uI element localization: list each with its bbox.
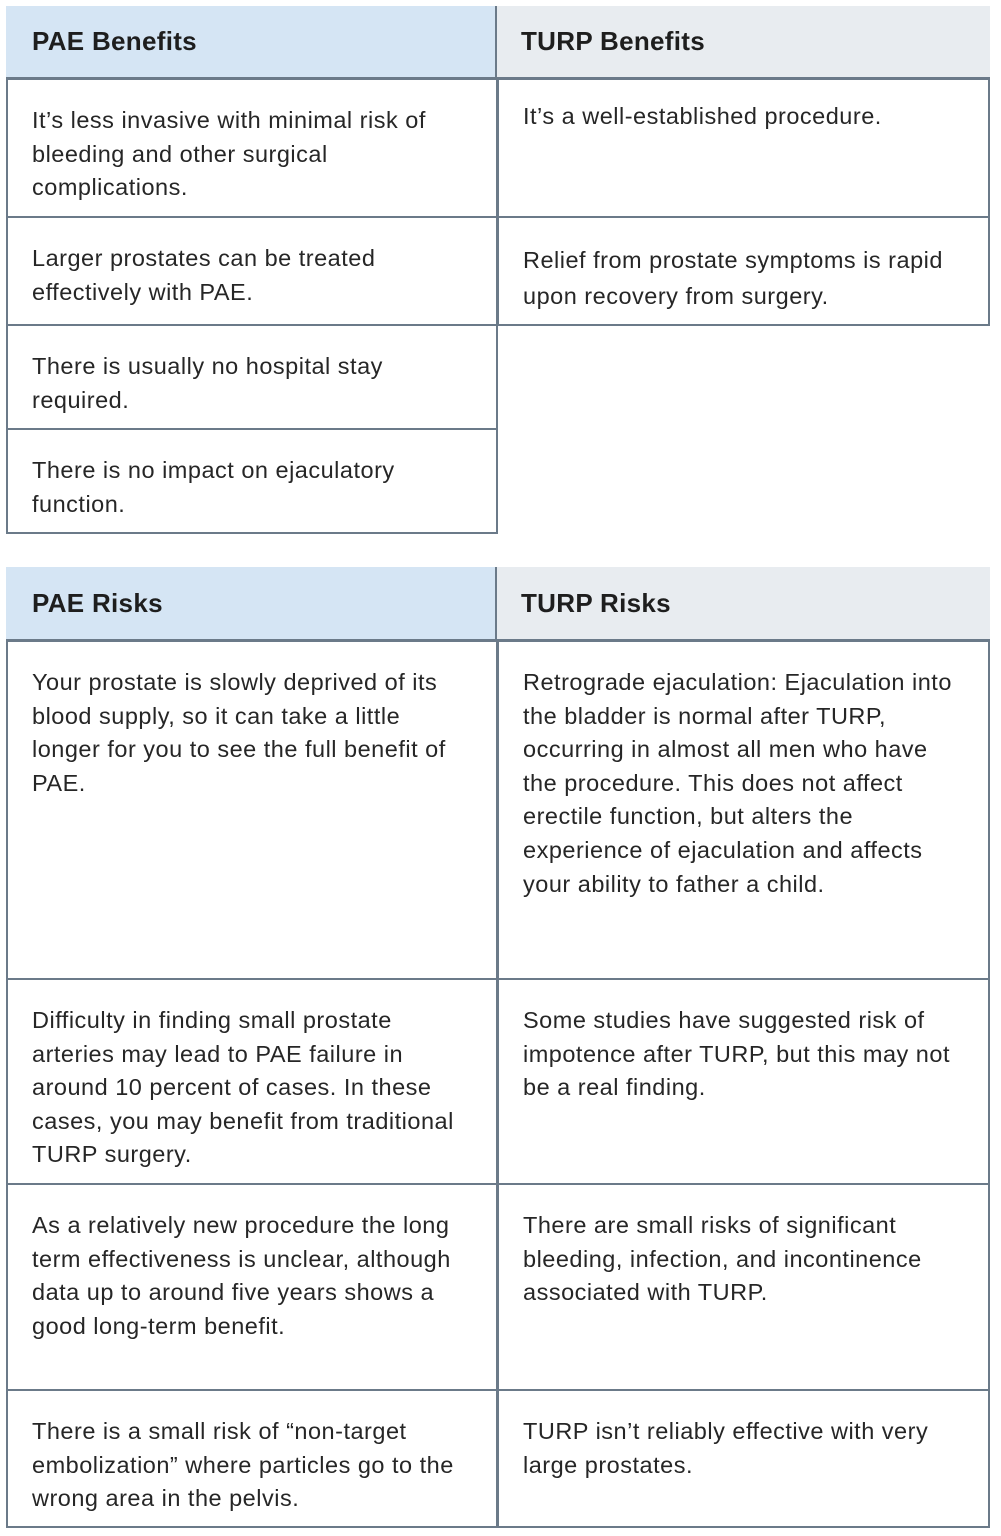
table-row: Retrograde ejaculation: Ejaculation into the bladder is normal after TURP, occurring in almost all men who have the procedure. This does not affect erectile function, but alters the experience of ejaculation and affects your ability to father a child. <box>497 642 990 980</box>
table-row: Difficulty in finding small prostate arteries may lead to PAE failure in around 10 percent of cases. In these cases, you may benefit from traditional TURP surgery. <box>6 980 498 1185</box>
table-row: It’s a well-established procedure. <box>497 80 990 218</box>
table-row: Larger prostates can be treated effectively with PAE. <box>6 218 498 326</box>
table-row: TURP isn’t reliably effective with very large prostates. <box>497 1391 990 1528</box>
table-row: Some studies have suggested risk of impotence after TURP, but this may not be a real finding. <box>497 980 990 1185</box>
risks-table <box>6 567 990 1529</box>
pae-benefits-header: PAE Benefits <box>6 6 497 80</box>
table-row: There is a small risk of “non-target embolization” where particles go to the wrong area in the pelvis. <box>6 1391 498 1528</box>
benefits-table <box>6 6 990 533</box>
risks-table-header <box>6 567 990 642</box>
table-row: There is no impact on ejaculatory function. <box>6 430 498 534</box>
pae-risks-header: PAE Risks <box>6 567 497 642</box>
table-row: Your prostate is slowly deprived of its blood supply, so it can take a little longer for you to see the full benefit of PAE. <box>6 642 498 980</box>
table-row: There are small risks of significant bleeding, infection, and incontinence associated with TURP. <box>497 1185 990 1391</box>
table-row: There is usually no hospital stay required. <box>6 326 498 430</box>
benefits-table-header <box>6 6 990 80</box>
table-row: It’s less invasive with minimal risk of bleeding and other surgical complications. <box>6 80 498 218</box>
table-row: Relief from prostate symptoms is rapid upon recovery from surgery. <box>497 218 990 326</box>
turp-risks-header: TURP Risks <box>497 567 990 642</box>
turp-benefits-header: TURP Benefits <box>497 6 990 80</box>
table-row: As a relatively new procedure the long term effectiveness is unclear, although data up to around five years shows a good long-term benefit. <box>6 1185 498 1391</box>
